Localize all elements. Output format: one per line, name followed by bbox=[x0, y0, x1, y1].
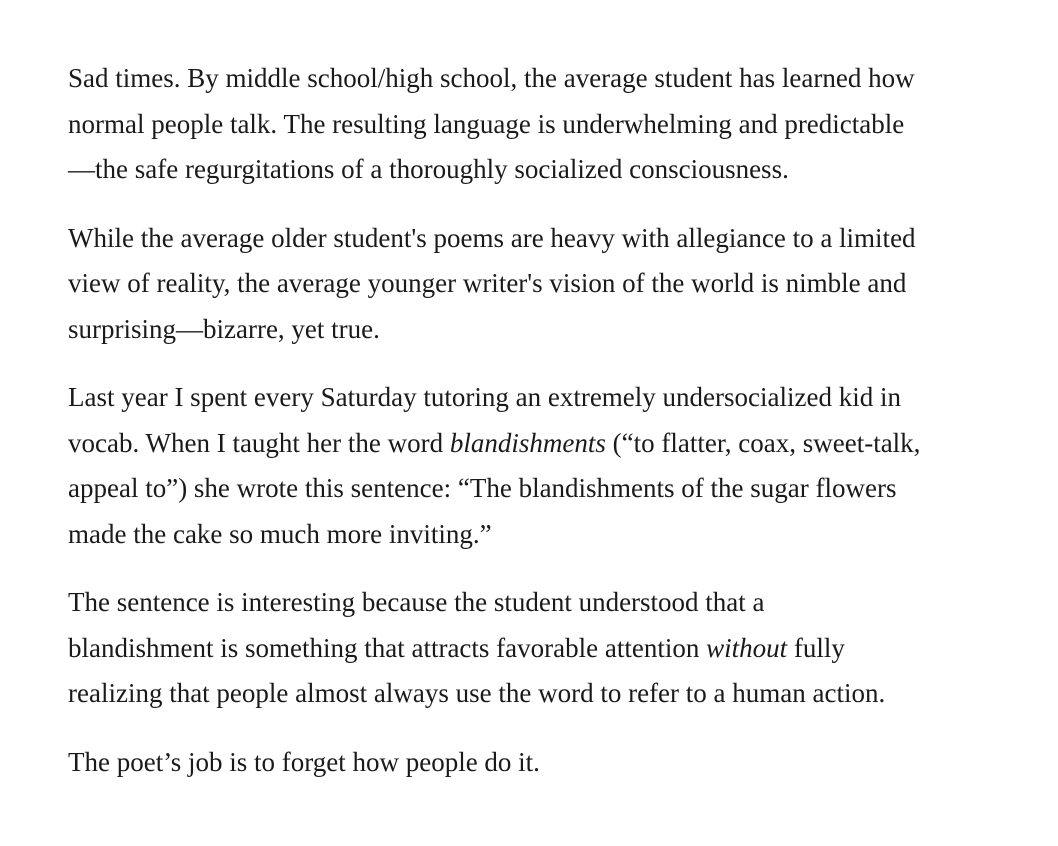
paragraph-line: Last year I spent every Saturday tutoring an extremely undersocialized kid in bbox=[68, 382, 901, 412]
paragraph-5 bbox=[68, 740, 968, 786]
italic-word-without: without bbox=[706, 632, 788, 663]
line-text-after: fully bbox=[787, 632, 845, 663]
line-text-after: (“to flatter, coax, sweet-talk, bbox=[605, 427, 921, 458]
paragraph-3 bbox=[68, 375, 968, 557]
paragraph-line bbox=[68, 626, 968, 672]
paragraph-line: appeal to”) she wrote this sentence: “The blandishments of the sugar flowers bbox=[68, 473, 897, 503]
paragraph-line: While the average older student's poems are heavy with allegiance to a limited bbox=[68, 222, 916, 253]
paragraph-line: normal people talk. The resulting language is underwhelming and predictable bbox=[68, 108, 905, 139]
paragraph-1 bbox=[68, 56, 968, 193]
paragraph-line: surprising—bizarre, yet true. bbox=[68, 313, 380, 344]
article-body bbox=[68, 56, 968, 808]
paragraph-line bbox=[68, 421, 968, 467]
italic-word-blandishments: blandishments bbox=[449, 427, 606, 458]
line-text-before: blandishment is something that attracts favorable attention bbox=[68, 632, 707, 663]
paragraph-line: —the safe regurgitations of a thoroughly socialized consciousness. bbox=[68, 154, 789, 184]
paragraph-line: realizing that people almost always use the word to refer to a human action. bbox=[68, 678, 886, 708]
line-text-before: vocab. When I taught her the word bbox=[68, 427, 450, 458]
paragraph-4 bbox=[68, 580, 968, 717]
paragraph-line: view of reality, the average younger writer's vision of the world is nimble and bbox=[68, 268, 907, 298]
paragraph-line: The sentence is interesting because the student understood that a bbox=[68, 587, 765, 617]
paragraph-line: made the cake so much more inviting.” bbox=[68, 518, 492, 549]
paragraph-2 bbox=[68, 216, 968, 353]
paragraph-line: The poet’s job is to forget how people do it. bbox=[68, 746, 540, 777]
paragraph-line: Sad times. By middle school/high school, the average student has learned how bbox=[68, 63, 915, 93]
